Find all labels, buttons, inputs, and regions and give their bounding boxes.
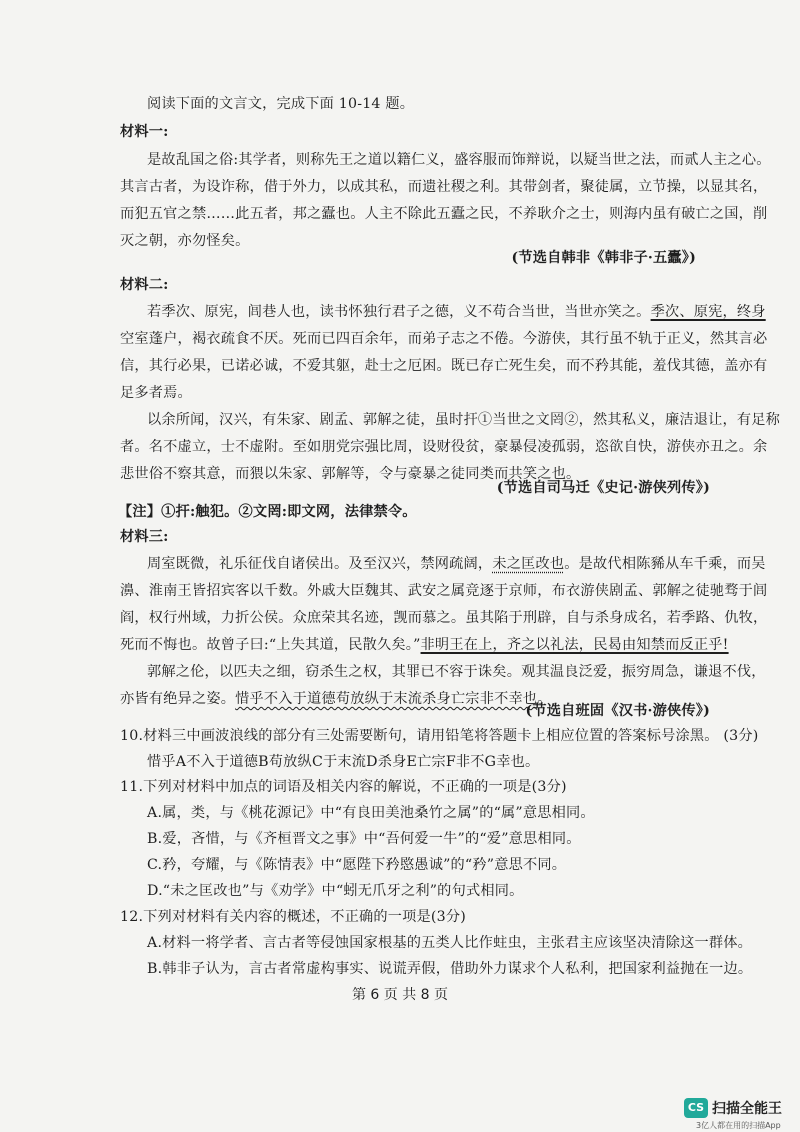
intro-text: 阅读下面的文言文，完成下面 10-14 题。 — [147, 96, 415, 112]
m3-line-1: 周室既微，礼乐征伐自诸侯出。及至汉兴，禁网疏阔，未之匡改也。是故代相陈豨从车千乘，而吴 — [147, 556, 766, 572]
m3-line-2: 濞、淮南王皆招宾客以千数。外戚大臣魏其、武安之属竞逐于京师，布衣游侠剧孟、郭解之徒驰骛于闾 — [120, 583, 768, 599]
note-text: 【注】①扞:触犯。②文罔:即文网，法律禁令。 — [118, 504, 417, 520]
m2-line-2: 空室蓬户，褐衣疏食不厌。死而已四百余年，而弟子志之不倦。今游侠，其行虽不轨于正义，然其言必 — [120, 331, 768, 347]
material-3-heading: 材料三: — [120, 529, 169, 545]
q12-stem: 12.下列对材料有关内容的概述，不正确的一项是(3分) — [120, 909, 466, 925]
m3-wavy-sentence: 惜乎不入于道德苟放纵于末流杀身亡宗非不幸也 — [235, 691, 538, 707]
m2-p2-line-1: 以余所闻，汉兴，有朱家、剧孟、郭解之徒，虽时扞①当世之文罔②，然其私义，廉洁退让，有足称 — [147, 412, 781, 428]
m3-underlined-sentence: 非明王在上，齐之以礼法，民曷由知禁而反正乎! — [420, 637, 729, 653]
m1-line-1: 是故乱国之俗:其学者，则称先王之道以籍仁义，盛容服而饰辩说，以疑当世之法，而贰人主之心。 — [147, 152, 771, 168]
m2-p2-line-2: 者。名不虚立，士不虚附。至如朋党宗强比周，设财役贫，豪暴侵凌孤弱，恣欲自快，游侠亦丑之。余 — [120, 439, 768, 455]
watermark-subtitle: 3亿人都在用的扫描App — [696, 1121, 781, 1130]
m2-line-1: 若季次、原宪，闾巷人也，读书怀独行君子之德，义不苟合当世，当世亦笑之。季次、原宪，终身 — [147, 304, 766, 320]
q11-option-b: B.爱，吝惜，与《齐桓晋文之事》中“吾何爱一牛”的“爱”意思相同。 — [147, 831, 581, 847]
m2-line-3: 信，其行必果，已诺必诚，不爱其躯，赴士之厄困。既已存亡死生矣，而不矜其能，羞伐其德，盖亦有 — [120, 358, 768, 374]
page-footer: 第 6 页 共 8 页 — [351, 987, 449, 1003]
q11-option-c: C.矜，夸耀，与《陈情表》中“愿陛下矜愍愚诚”的“矜”意思不同。 — [147, 857, 567, 873]
scanner-watermark — [684, 1098, 800, 1132]
q11-option-a: A.属，类，与《桃花源记》中“有良田美池桑竹之属”的“属”意思相同。 — [147, 805, 595, 821]
material-1-heading: 材料一: — [120, 124, 169, 140]
m2-line-4: 足多者焉。 — [120, 385, 192, 401]
q11-stem: 11.下列对材料中加点的词语及相关内容的解说，不正确的一项是(3分) — [120, 779, 567, 795]
m3-line-5: 郭解之伦，以匹夫之细，窃杀生之权，其罪已不容于诛矣。观其温良泛爱，振穷周急，谦退不伐， — [147, 664, 766, 680]
q12-option-b: B.韩非子认为，言古者常虚构事实、说谎弄假，借助外力谋求个人私利，把国家利益抛在一边。 — [147, 961, 753, 977]
m1-source: (节选自韩非《韩非子·五蠹》) — [511, 250, 696, 266]
m3-line-6: 亦皆有绝异之姿。惜乎不入于道德苟放纵于末流杀身亡宗非不幸也。 — [120, 691, 552, 707]
m2-source: (节选自司马迁《史记·游侠列传》) — [496, 480, 710, 496]
m2-underlined-phrase: 季次、原宪，终身 — [650, 304, 766, 320]
m3-line-3: 阎，权行州域，力折公侯。众庶荣其名迹，觊而慕之。虽其陷于刑辟，自与杀身成名，若季路、仇牧， — [120, 610, 768, 626]
m3-dotted-phrase: 未之匡改也 — [492, 556, 565, 572]
q11-option-d: D.“未之匡改也”与《劝学》中“蚓无爪牙之利”的句式相同。 — [147, 883, 524, 899]
m1-line-4: 灭之朝，亦勿怪矣。 — [120, 233, 250, 249]
m3-source: (节选自班固《汉书·游侠传》) — [525, 703, 710, 719]
m2-p2-line-3: 悲世俗不察其意，而猥以朱家、郭解等，令与豪暴之徒同类而共笑之也。 — [120, 466, 581, 482]
q12-option-a: A.材料一将学者、言古者等侵蚀国家根基的五类人比作蛀虫，主张君主应该坚决清除这一群体。 — [147, 935, 753, 951]
m1-line-2: 其言古者，为设诈称，借于外力，以成其私，而遗社稷之利。其带剑者，聚徒属，立节操，以显其名， — [120, 179, 768, 195]
m1-line-3: 而犯五官之禁……此五者，邦之蠹也。人主不除此五蠹之民，不养耿介之士，则海内虽有破亡之国，削 — [120, 206, 768, 222]
cs-logo-icon: CS — [684, 1098, 708, 1118]
material-2-heading: 材料二: — [120, 277, 169, 293]
q10-stem: 10.材料三中画波浪线的部分有三处需要断句，请用铅笔将答题卡上相应位置的答案标号涂黑。 (3分) — [120, 728, 759, 744]
q10-options: 惜乎A不入于道德B苟放纵C于末流D杀身E亡宗F非不G幸也。 — [147, 754, 540, 770]
watermark-title: 扫描全能王 — [712, 1101, 782, 1117]
m3-line-4: 死而不悔也。故曾子曰:“上失其道，民散久矣。”非明王在上，齐之以礼法，民曷由知禁而反正乎! — [120, 637, 729, 653]
